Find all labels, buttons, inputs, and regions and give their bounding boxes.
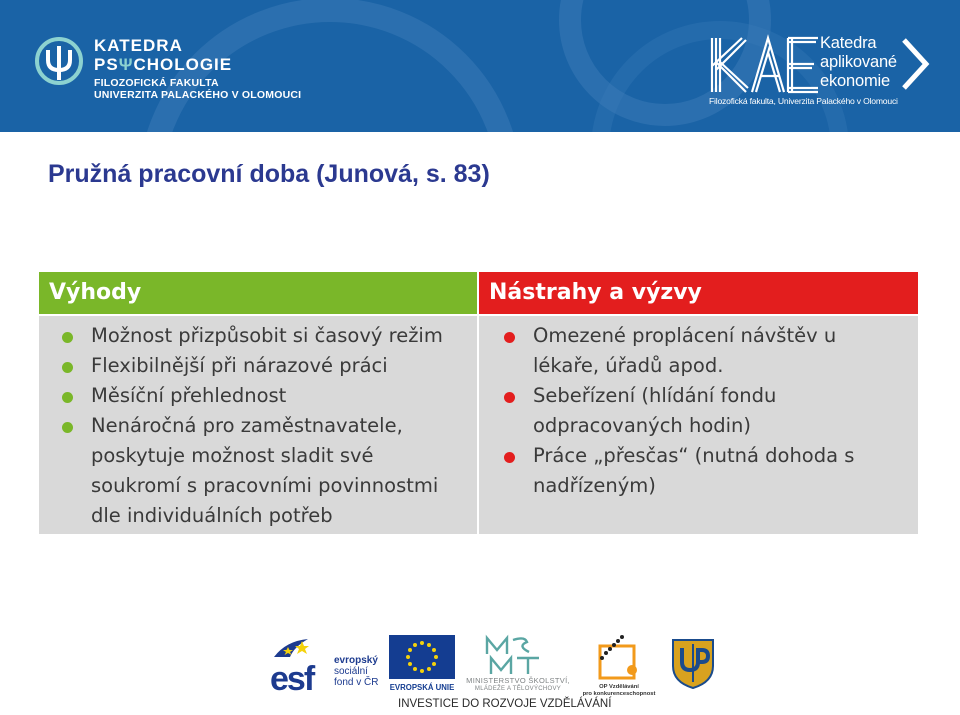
kae-words: Katedra aplikované ekonomie — [820, 34, 897, 90]
advantages-cell — [39, 316, 477, 534]
green-bullet-icon — [62, 422, 73, 433]
kae-subtitle: Filozofická fakulta, Univerzita Palackého v Olomouci — [709, 96, 898, 106]
challenges-cell — [479, 316, 918, 534]
msmt-logo-icon — [483, 634, 543, 676]
list-item: Sebeřízení (hlídání fondu odpracovaných hodin) — [504, 381, 893, 441]
header-banner — [0, 0, 960, 132]
psi-circle-icon — [34, 36, 84, 86]
list-item: Omezené proplácení návštěv u lékaře, úřadů apod. — [504, 321, 893, 381]
svg-text:esf: esf — [270, 660, 314, 693]
red-bullet-icon — [504, 392, 515, 403]
comparison-table — [39, 272, 918, 534]
list-item: Flexibilnější při nárazové práci — [62, 351, 477, 381]
red-bullet-icon — [504, 452, 515, 463]
kp-name-line1: KATEDRA — [94, 36, 183, 55]
kp-university: UNIVERZITA PALACKÉHO V OLOMOUCI — [94, 89, 302, 101]
list-item: Práce „přesčas“ (nutná dohoda s nadřízeným) — [504, 441, 893, 501]
kp-faculty: FILOZOFICKÁ FAKULTA — [94, 77, 219, 89]
column-header-advantages: Výhody — [39, 272, 477, 314]
column-header-challenges: Nástrahy a výzvy — [479, 272, 918, 314]
challenges-list — [504, 321, 918, 501]
esf-logo-icon: esf evropský sociální fond v ČR — [268, 635, 386, 693]
msmt-caption: MINISTERSTVO ŠKOLSTVÍ, MLÁDEŽE A TĚLOVÝCHOVY — [466, 676, 570, 692]
eu-caption: EVROPSKÁ UNIE — [389, 683, 455, 692]
eu-flag-icon — [389, 635, 455, 679]
katedra-psychologie-logo — [34, 36, 301, 101]
upol-crest-icon — [670, 636, 716, 690]
kp-name-line2: PSΨCHOLOGIE — [94, 55, 233, 74]
list-item: Měsíční přehlednost — [62, 381, 477, 411]
green-bullet-icon — [62, 392, 73, 403]
green-bullet-icon — [62, 332, 73, 343]
list-item: Možnost přizpůsobit si časový režim — [62, 321, 477, 351]
kae-letters-icon — [706, 32, 932, 96]
red-bullet-icon — [504, 332, 515, 343]
advantages-list — [62, 321, 477, 531]
kae-logo — [706, 32, 932, 110]
green-bullet-icon — [62, 362, 73, 373]
list-item: Nenáročná pro zaměstnavatele, poskytuje možnost sladit své soukromí s pracovními povinnostmi dle individuálních potřeb — [62, 411, 463, 531]
psi-glyph: Ψ — [118, 55, 134, 74]
op-vk-logo-icon — [592, 634, 644, 684]
op-caption: OP Vzdělávání pro konkurenceschopnost — [582, 684, 656, 697]
footer-tagline: INVESTICE DO ROZVOJE VZDĚLÁVÁNÍ — [398, 698, 612, 710]
slide-title: Pružná pracovní doba (Junová, s. 83) — [48, 160, 490, 188]
footer-logos — [268, 632, 728, 712]
